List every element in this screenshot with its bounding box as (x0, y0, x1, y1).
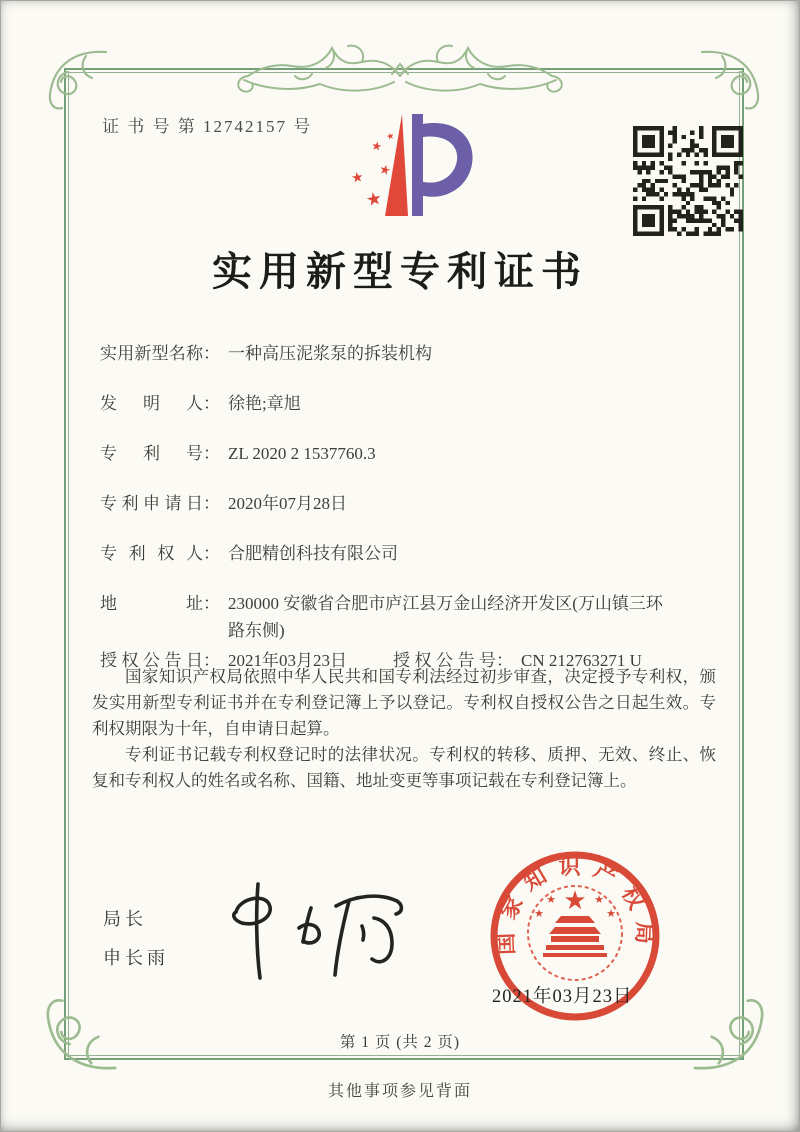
corner-flourish-icon (698, 42, 768, 112)
field-colon: ： (203, 444, 220, 463)
field-label: 授权公告号 (393, 651, 496, 670)
field-value: CN 212763271 U (521, 651, 642, 670)
field-colon: ： (203, 544, 220, 563)
svg-text:★: ★ (370, 138, 384, 154)
fields (100, 340, 666, 697)
paragraph: 专利证书记载专利权登记时的法律状况。专利权的转移、质押、无效、终止、恢复和专利权人的姓名或名称、国籍、地址变更等事项记载在专利登记簿上。 (92, 745, 716, 790)
field-colon: ： (203, 394, 220, 413)
seal-text: 国家知识产权局 (492, 854, 658, 956)
field-label: 专利申请日 (100, 494, 203, 513)
seal-date: 2021年03月23日 (492, 987, 633, 1007)
field-label: 地址 (100, 594, 203, 613)
field-row (100, 490, 666, 517)
svg-text:★: ★ (350, 169, 365, 187)
svg-text:★: ★ (534, 908, 544, 920)
field-colon: ： (496, 651, 513, 670)
field-label: 授权公告日 (100, 651, 203, 670)
field-value: 徐艳;章旭 (228, 394, 301, 413)
field-colon: ： (203, 594, 220, 613)
back-note: 其他事项参见背面 (327, 1083, 472, 1100)
certificate-title: 实用新型专利证书 (212, 249, 588, 294)
cnipa-logo-icon (328, 104, 478, 232)
field-value: 230000 安徽省合肥市庐江县万金山经济开发区(万山镇三环路东侧) (228, 594, 663, 640)
issuer-name: 申长雨 (103, 948, 169, 968)
field-value: 合肥精创科技有限公司 (228, 544, 398, 563)
field-row (100, 440, 666, 467)
field-colon: ： (203, 494, 220, 513)
svg-text:★: ★ (606, 908, 616, 920)
field-row (100, 590, 666, 644)
corner-flourish-icon (40, 42, 110, 112)
svg-text:★: ★ (563, 886, 587, 915)
field-label: 专利号 (100, 444, 203, 463)
field-colon: ： (203, 344, 220, 363)
svg-text:★: ★ (385, 131, 396, 143)
field-value: 2020年07月28日 (228, 494, 347, 513)
page-number: 第 1 页 (共 2 页) (339, 1034, 461, 1051)
svg-text:★: ★ (594, 894, 604, 906)
paragraphs (92, 664, 716, 794)
field-row (100, 390, 666, 417)
paragraph: 国家知识产权局依照中华人民共和国专利法经过初步审查，决定授予专利权，颁发实用新型专利证书并在专利登记簿上予以登记。专利权自授权公告之日起生效。专利权期限为十年，自申请日起算。 (92, 667, 716, 738)
field-row (100, 540, 666, 567)
qr-code-icon (633, 126, 743, 236)
field-label: 发明人 (100, 394, 203, 413)
svg-text:★: ★ (546, 894, 556, 906)
issuer-title: 局长 (103, 909, 147, 929)
field-colon: ： (203, 651, 220, 670)
field-row (100, 340, 666, 367)
field-value: 2021年03月23日 (228, 651, 347, 670)
field-label: 专利权人 (100, 544, 203, 563)
dragon-ornament-icon (230, 30, 570, 108)
svg-text:★: ★ (377, 161, 393, 180)
field-value: 一种高压泥浆泵的拆装机构 (228, 344, 432, 363)
certificate-number: 证 书 号 第 12742157 号 (102, 117, 313, 136)
svg-text:★: ★ (364, 187, 384, 212)
field-label: 实用新型名称 (100, 344, 203, 363)
handwritten-signature-icon (206, 868, 420, 994)
field-value: ZL 2020 2 1537760.3 (228, 444, 376, 463)
